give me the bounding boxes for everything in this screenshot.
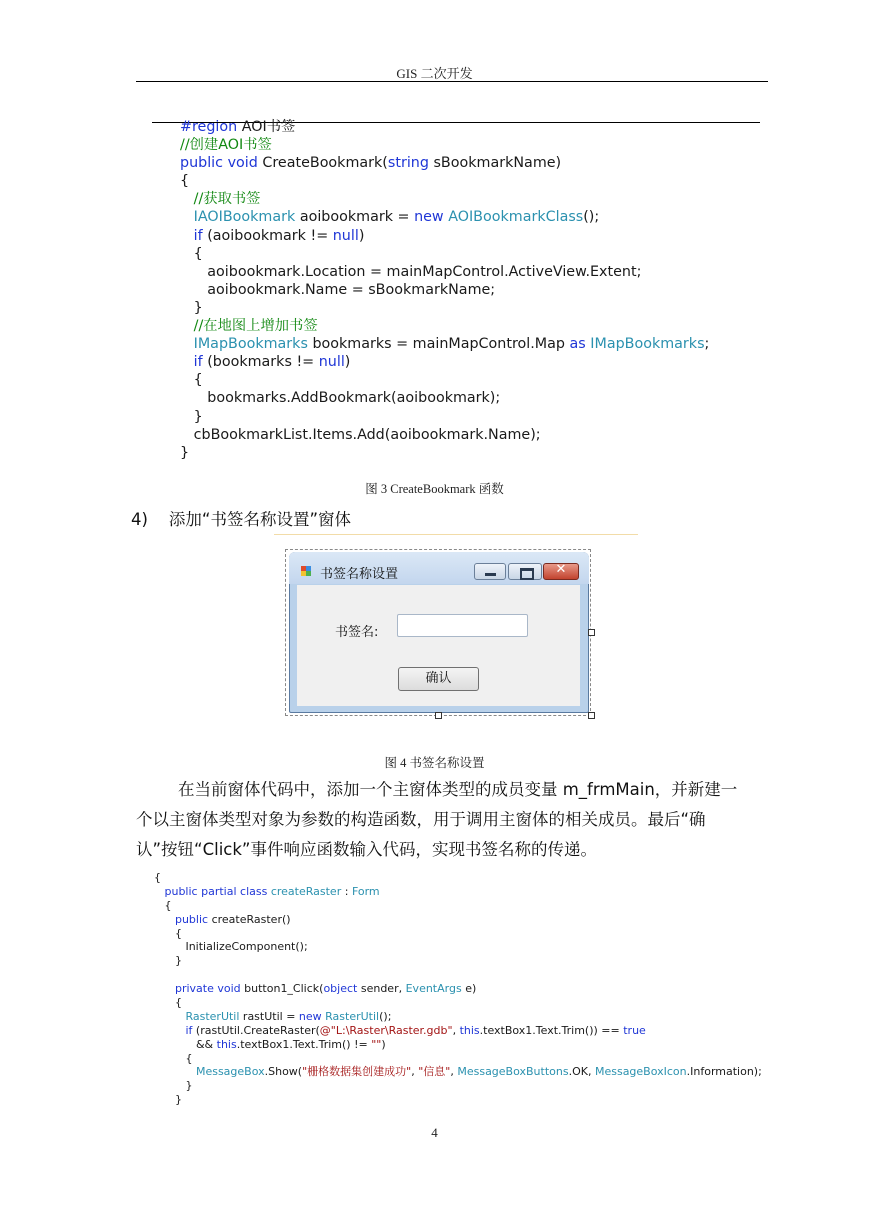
dialog-title: 书签名称设置 xyxy=(320,567,399,582)
code-token: bookmarks = mainMapControl.Map xyxy=(312,336,570,353)
code-line xyxy=(180,245,709,263)
code-line xyxy=(154,1010,762,1024)
code-token: CreateBookmark( xyxy=(262,155,388,172)
code-token: { xyxy=(154,926,182,940)
code-token: InitializeComponent(); xyxy=(154,940,308,954)
code-token: MessageBox xyxy=(154,1065,265,1079)
code-line xyxy=(154,996,762,1010)
bookmark-name-label: 书签名: xyxy=(335,625,379,640)
code-line xyxy=(154,940,762,954)
code-token: public xyxy=(154,912,212,926)
code-block-create-raster xyxy=(154,871,762,1107)
close-button[interactable] xyxy=(543,563,579,580)
code-token: } xyxy=(154,1079,193,1093)
code-token: e) xyxy=(465,982,477,996)
code-token: as xyxy=(569,336,591,353)
code-line xyxy=(180,426,709,444)
code-token: (aoibookmark != xyxy=(207,227,333,244)
code-line xyxy=(180,353,709,371)
code-line xyxy=(154,1079,762,1093)
code-line xyxy=(180,208,709,226)
code-token: object xyxy=(323,982,361,996)
close-icon: ✕ xyxy=(555,562,567,577)
code-token: aoibookmark.Name = sBookmarkName; xyxy=(180,281,496,298)
code-token: .Show( xyxy=(264,1065,303,1079)
code-token: null xyxy=(332,227,359,244)
figure-3-caption: 图 3 CreateBookmark 函数 xyxy=(365,482,504,496)
code-token: , xyxy=(452,1023,460,1037)
code-token: //在地图上增加书签 xyxy=(180,318,318,335)
code-token: .textBox1.Text.Trim() != xyxy=(236,1037,372,1051)
code-token: "栅格数据集创建成功" xyxy=(302,1065,412,1079)
code-token: class xyxy=(240,884,271,898)
code-block-create-bookmark xyxy=(180,118,709,462)
code-token: ; xyxy=(704,336,710,353)
code-token: aoibookmark.Location = mainMapControl.ActiveView.Extent; xyxy=(180,263,642,280)
code-line xyxy=(154,899,762,913)
code-line xyxy=(180,154,709,172)
code-token: IAOIBookmark xyxy=(180,209,300,226)
code-line xyxy=(154,968,762,982)
code-token: MessageBoxIcon xyxy=(594,1065,687,1079)
code-token: { xyxy=(180,372,203,389)
code-token: } xyxy=(154,954,182,968)
code-line xyxy=(180,172,709,190)
code-token: @"L:\Raster\Raster.gdb" xyxy=(319,1023,453,1037)
code-token: void xyxy=(227,155,263,172)
code-line xyxy=(180,299,709,317)
code-line xyxy=(180,408,709,426)
code-line xyxy=(154,1052,762,1066)
code-token: null xyxy=(318,354,345,371)
minimize-icon xyxy=(485,573,496,576)
header-rule xyxy=(136,81,768,82)
code-line xyxy=(180,335,709,353)
code-token: bookmarks.AddBookmark(aoibookmark); xyxy=(180,390,501,407)
code-line xyxy=(180,118,709,136)
code-line xyxy=(180,371,709,389)
code-token: IMapBookmarks xyxy=(180,336,313,353)
list-item-4: 4) 添加“书签名称设置”窗体 xyxy=(131,510,352,529)
code-token: MessageBoxButtons xyxy=(457,1065,569,1079)
code-token: (bookmarks != xyxy=(207,354,319,371)
code-token: //创建AOI书签 xyxy=(180,137,272,154)
code-token: public xyxy=(154,884,202,898)
code-line xyxy=(180,317,709,335)
code-token: .textBox1.Text.Trim()) == xyxy=(479,1023,624,1037)
code-line xyxy=(180,136,709,154)
code-token: string xyxy=(387,155,434,172)
code-token: AOIBookmarkClass xyxy=(448,209,584,226)
code-token: RasterUtil xyxy=(154,1009,243,1023)
resize-handle-bottom[interactable] xyxy=(435,712,442,719)
code-token: new xyxy=(298,1009,326,1023)
paragraph-line-1: 在当前窗体代码中，添加一个主窗体类型的成员变量 m_frmMain，并新建一 xyxy=(136,780,738,799)
code-token: true xyxy=(623,1023,646,1037)
code-token: { xyxy=(180,245,203,262)
code-line xyxy=(154,1024,762,1038)
code-line xyxy=(180,281,709,299)
code-token: , xyxy=(411,1065,419,1079)
code-token: "信息" xyxy=(418,1065,451,1079)
code-token: if xyxy=(154,1023,196,1037)
code-token: Form xyxy=(351,884,380,898)
code-token: partial xyxy=(201,884,241,898)
code-token: { xyxy=(154,871,161,884)
code-token: .Information); xyxy=(686,1065,762,1079)
code-token: cbBookmarkList.Items.Add(aoibookmark.Name); xyxy=(180,426,541,443)
code-token: RasterUtil xyxy=(325,1009,380,1023)
confirm-button[interactable]: 确认 xyxy=(398,667,479,691)
code-token: ) xyxy=(381,1037,386,1051)
code-line xyxy=(180,389,709,407)
figure-top-rule xyxy=(274,534,638,535)
code-token: , xyxy=(450,1065,458,1079)
code-token: this xyxy=(216,1037,237,1051)
code-token: ) xyxy=(358,227,365,244)
code-token: createRaster() xyxy=(211,912,291,926)
code-token: AOI书签 xyxy=(241,119,296,135)
code-token: (rastUtil.CreateRaster( xyxy=(195,1023,320,1037)
code-token: private xyxy=(154,982,218,996)
code-token: } xyxy=(180,299,203,316)
code-token: new xyxy=(414,209,449,226)
code-token: EventArgs xyxy=(405,982,466,996)
code-token: && xyxy=(154,1037,217,1051)
code-line xyxy=(154,913,762,927)
code-token: .OK, xyxy=(568,1065,595,1079)
code-token: void xyxy=(217,982,245,996)
code-token: rastUtil = xyxy=(242,1009,299,1023)
page-number: 4 xyxy=(431,1125,438,1140)
code-line xyxy=(154,982,762,996)
code-line xyxy=(154,1065,762,1079)
code-token: } xyxy=(180,408,203,425)
code-token: IMapBookmarks xyxy=(590,336,705,353)
minimize-button[interactable] xyxy=(474,563,506,580)
bookmark-name-input[interactable] xyxy=(397,614,528,637)
code-token: sBookmarkName) xyxy=(433,155,562,172)
code-token: aoibookmark = xyxy=(299,209,415,226)
code-token: : xyxy=(341,884,352,898)
code-token: if xyxy=(180,354,208,371)
code-token: { xyxy=(154,996,182,1010)
code-token: { xyxy=(154,898,172,912)
code-token: (); xyxy=(583,209,600,226)
code-token: { xyxy=(154,1051,193,1065)
code-line xyxy=(180,227,709,245)
code-token: createRaster xyxy=(270,884,342,898)
code-token: ) xyxy=(344,354,351,371)
code-line xyxy=(154,954,762,968)
resize-handle-right[interactable] xyxy=(588,629,595,636)
code-line xyxy=(180,190,709,208)
code-line xyxy=(154,1038,762,1052)
code-token: if xyxy=(180,227,208,244)
code-token: { xyxy=(180,173,190,190)
code-token: } xyxy=(180,444,190,461)
figure-4-caption: 图 4 书签名称设置 xyxy=(384,756,485,770)
code-line xyxy=(154,927,762,941)
code-token: public xyxy=(180,155,228,172)
code-line xyxy=(154,871,762,885)
code-line xyxy=(154,885,762,899)
code-token: this xyxy=(459,1023,480,1037)
code-token: (); xyxy=(379,1009,392,1023)
code-line xyxy=(180,263,709,281)
code-line xyxy=(180,444,709,462)
code-line xyxy=(154,1093,762,1107)
form-icon xyxy=(301,566,311,576)
code-token: sender, xyxy=(360,982,406,996)
code-token: #region xyxy=(180,119,242,135)
maximize-icon xyxy=(520,568,534,580)
resize-handle-corner[interactable] xyxy=(588,712,595,719)
paragraph-line-3: 认”按钮“Click”事件响应函数输入代码，实现书签名称的传递。 xyxy=(136,840,597,859)
code-token: //获取书签 xyxy=(180,191,261,208)
code-token: button1_Click( xyxy=(244,982,324,996)
code-token: "" xyxy=(371,1037,382,1051)
maximize-button[interactable] xyxy=(508,563,542,580)
code-token: } xyxy=(154,1093,182,1107)
page-header: GIS 二次开发 xyxy=(396,66,473,81)
paragraph-line-2: 个以主窗体类型对象为参数的构造函数，用于调用主窗体的相关成员。最后“确 xyxy=(136,810,706,829)
